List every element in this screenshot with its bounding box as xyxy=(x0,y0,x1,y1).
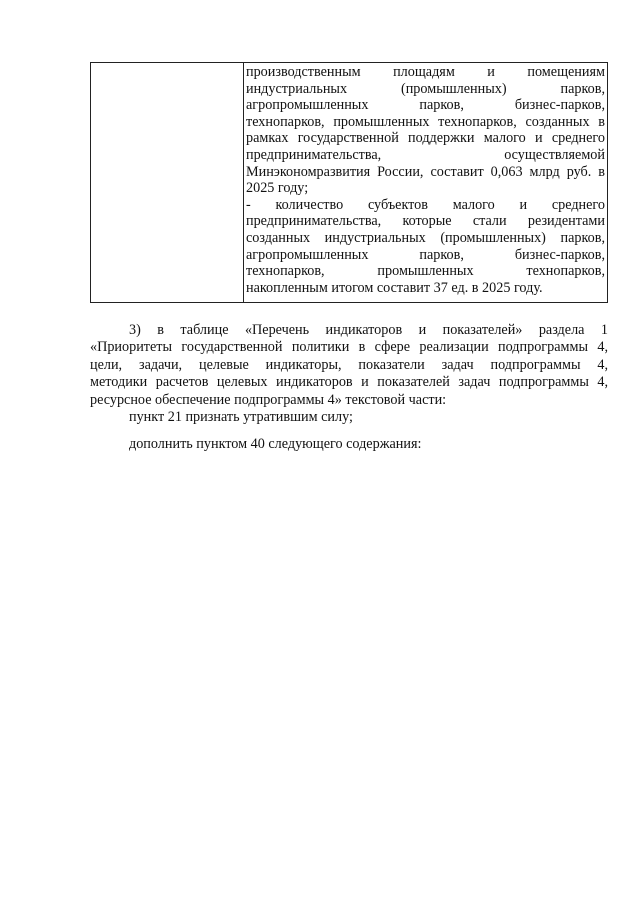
table-text-line: созданных индустриальных (промышленных) парков, xyxy=(246,229,605,246)
table-text-line: агропромышленных парков, бизнес-парков, xyxy=(246,246,605,263)
item-21-text: пункт 21 признать утратившим силу; xyxy=(129,409,353,425)
paragraph-3 xyxy=(90,322,608,409)
paragraph-line: ресурсное обеспечение подпрограммы 4» текстовой части: xyxy=(90,391,447,408)
paragraph-line: «Приоритеты государственной политики в сфере реализации подпрограммы 4, xyxy=(90,339,608,356)
continuation-table xyxy=(90,62,608,303)
table-text-line: индустриальных (промышленных) парков, xyxy=(246,80,605,97)
item-40-text: дополнить пунктом 40 следующего содержания: xyxy=(129,436,422,452)
table-text-line: - количество субъектов малого и среднего xyxy=(246,196,605,213)
table-text-line: накопленным итогом составит 37 ед. в 2025 году. xyxy=(246,279,543,296)
table-text-line: предпринимательства, осуществляемой xyxy=(246,146,605,163)
table-left-cell xyxy=(91,63,244,303)
table-row xyxy=(91,63,608,303)
table-text-line: производственным площадям и помещениям xyxy=(246,64,605,80)
table-text-line: 2025 году; xyxy=(246,180,309,197)
table-text-line: предпринимательства, которые стали резидентами xyxy=(246,213,605,230)
table-text-line: технопарков, промышленных технопарков, xyxy=(246,263,605,280)
paragraph-line: методики расчетов целевых индикаторов и показателей задач подпрограммы 4, xyxy=(90,374,608,391)
table-text-line: Минэкономразвития России, составит 0,063 млрд руб. в xyxy=(246,163,605,180)
table-right-cell xyxy=(244,63,608,303)
paragraph-line: цели, задачи, целевые индикаторы, показатели задач подпрограммы 4, xyxy=(90,356,608,373)
table-text-line: рамках государственной поддержки малого и среднего xyxy=(246,130,605,147)
table-text-line: агропромышленных парков, бизнес-парков, xyxy=(246,97,605,114)
table-text-line: технопарков, промышленных технопарков, созданных в xyxy=(246,113,605,130)
paragraph-line: 3) в таблице «Перечень индикаторов и показателей» раздела 1 xyxy=(129,322,608,338)
